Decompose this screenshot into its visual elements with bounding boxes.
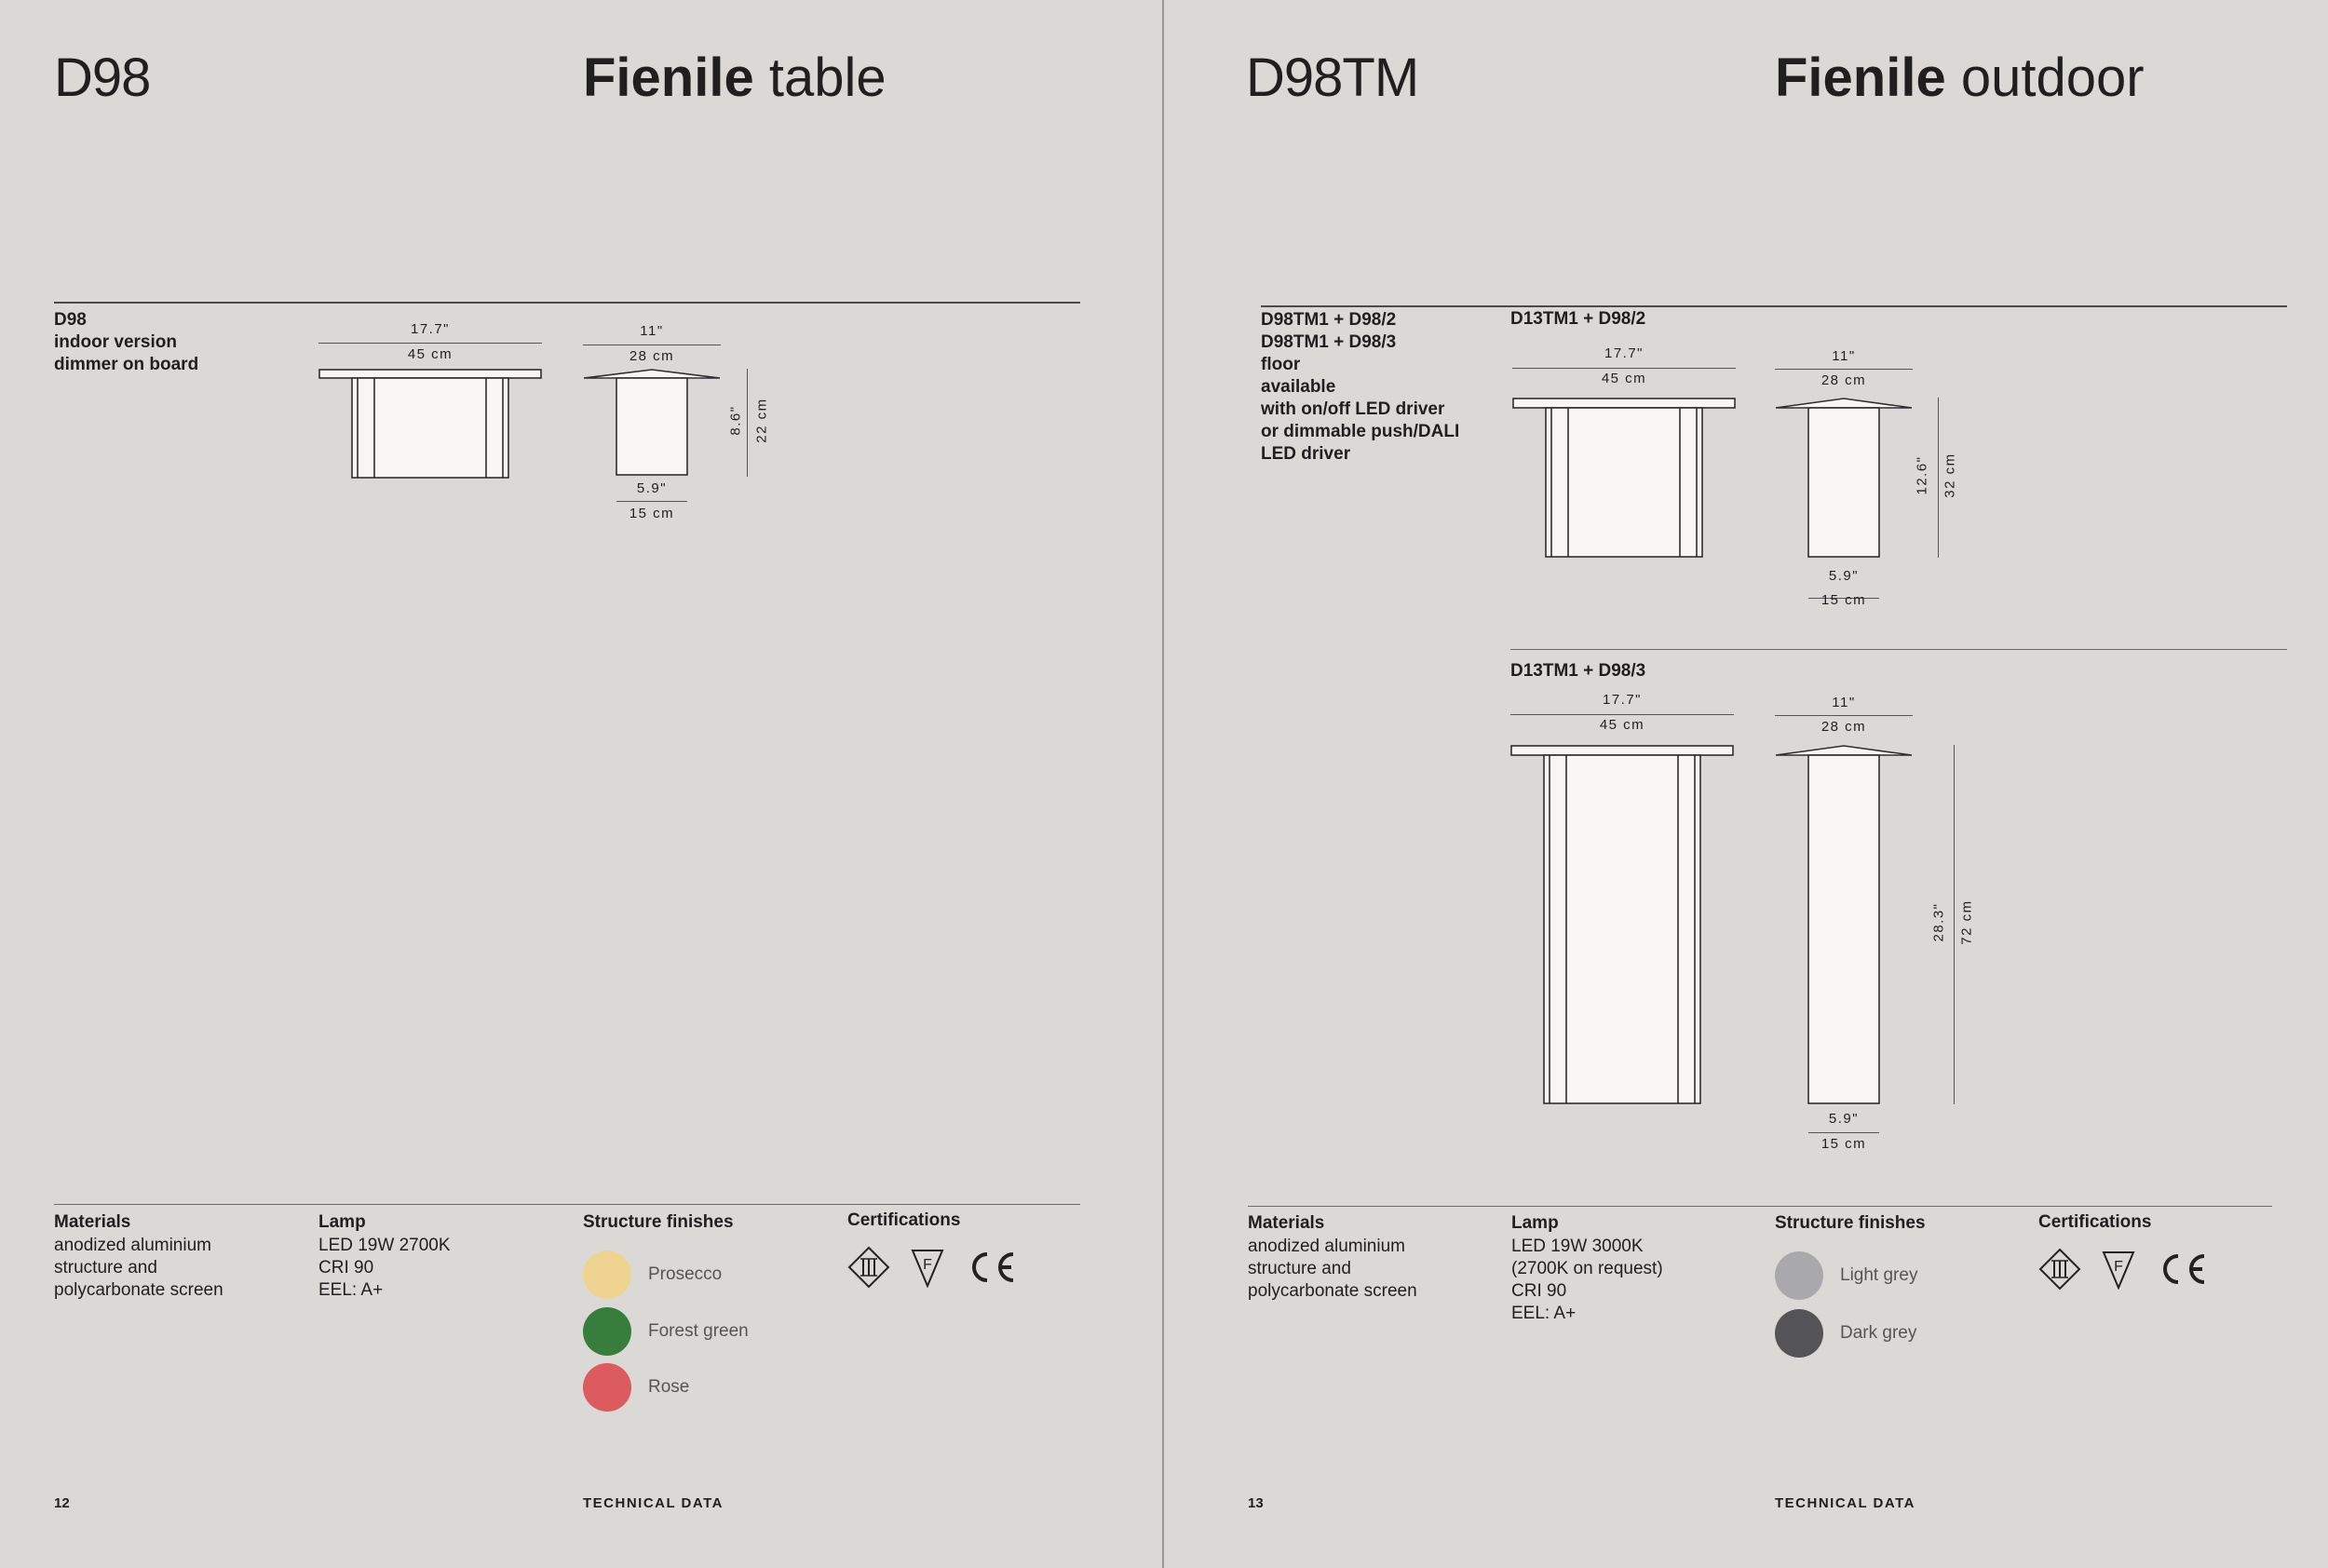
product-code: D98TM (1246, 47, 1419, 108)
f-mark-icon (2102, 1249, 2135, 1290)
class-iii-icon (2038, 1248, 2081, 1291)
finish-forest-green: Forest green (583, 1307, 749, 1356)
front-view-drawing (1512, 398, 1736, 560)
side-width-cm: 28 cm (629, 348, 675, 364)
drawing-divider (1510, 649, 2287, 650)
certifications-label: Certifications (847, 1210, 961, 1230)
color-swatch (1775, 1251, 1823, 1300)
base-width-cm: 15 cm (1820, 1136, 1867, 1152)
side-width-cm: 28 cm (1820, 719, 1867, 735)
side-view-drawing (1775, 745, 1913, 1106)
side-width-inches: 11" (1832, 695, 1856, 710)
color-swatch (583, 1363, 631, 1412)
finish-light-grey: Light grey (1775, 1251, 1917, 1300)
dimension-line (1510, 714, 1734, 715)
front-width-inches: 17.7" (410, 321, 451, 337)
spec-description (54, 309, 198, 376)
ce-mark-icon (2156, 1250, 2210, 1288)
page-number: 12 (54, 1495, 70, 1511)
finish-dark-grey: Dark grey (1775, 1309, 1916, 1358)
height-inches: 28.3" (1930, 902, 1947, 942)
materials-label: Materials (54, 1212, 131, 1232)
materials-text: anodized aluminium structure and polycarbonate screen (1248, 1237, 1417, 1301)
drawing-title: D13TM1 + D98/3 (1510, 661, 1646, 681)
front-view-drawing (1510, 745, 1734, 1106)
ce-mark-icon (965, 1249, 1019, 1286)
height-cm: 72 cm (1958, 899, 1975, 945)
finishes-label: Structure finishes (583, 1212, 734, 1232)
base-width-inches: 5.9" (636, 480, 668, 496)
materials-label: Materials (1248, 1213, 1325, 1233)
product-code: D98 (54, 47, 151, 108)
dimension-line (1775, 715, 1913, 716)
lamp-label: Lamp (1511, 1213, 1559, 1233)
side-width-cm: 28 cm (1820, 372, 1867, 388)
svg-text:F: F (923, 1257, 932, 1273)
lamp-label: Lamp (318, 1212, 366, 1232)
f-mark-icon (911, 1247, 944, 1288)
spec-description: D98TM1 + D98/2 D98TM1 + D98/3 floor available with on/off LED driver or dimmable push/DALI LED driver (1261, 310, 1460, 464)
front-width-cm: 45 cm (407, 346, 453, 362)
front-width-cm: 45 cm (1601, 371, 1647, 386)
product-title: Fienile table (583, 47, 887, 108)
side-width-inches: 11" (640, 323, 664, 339)
dimension-line (616, 501, 687, 502)
height-inches: 8.6" (727, 405, 744, 436)
section-divider (54, 302, 1080, 304)
dimension-line (1808, 1132, 1879, 1133)
base-width-cm: 15 cm (1820, 592, 1867, 608)
footer-label: TECHNICAL DATA (583, 1495, 724, 1511)
height-inches: 12.6" (1914, 455, 1930, 495)
base-width-inches: 5.9" (1828, 568, 1860, 584)
height-cm: 22 cm (753, 398, 770, 443)
finish-rose: Rose (583, 1363, 689, 1412)
side-view-drawing (583, 369, 721, 479)
height-dimension-line (1938, 398, 1939, 558)
front-width-inches: 17.7" (1602, 692, 1643, 708)
right-page (1164, 0, 2328, 1568)
base-width-cm: 15 cm (629, 506, 675, 521)
materials-text: anodized aluminium structure and polycarbonate screen (54, 1236, 223, 1300)
certifications-label: Certifications (2038, 1212, 2152, 1232)
color-swatch (583, 1307, 631, 1356)
section-divider (1261, 305, 2287, 307)
lamp-text: LED 19W 2700K CRI 90 EEL: A+ (318, 1236, 451, 1300)
front-width-inches: 17.7" (1604, 345, 1644, 361)
color-swatch (583, 1250, 631, 1299)
page-number: 13 (1248, 1495, 1264, 1511)
spec-line: indoor version (54, 332, 177, 352)
base-width-inches: 5.9" (1828, 1111, 1860, 1127)
svg-text:F: F (2114, 1259, 2123, 1275)
finish-prosecco: Prosecco (583, 1250, 722, 1299)
spec-line: dimmer on board (54, 355, 199, 374)
height-cm: 32 cm (1942, 453, 1958, 498)
dimension-line (1512, 368, 1736, 369)
specs-divider (54, 1204, 1080, 1205)
specs-divider (1248, 1206, 2272, 1207)
dimension-line (1775, 369, 1913, 370)
certification-icons (2038, 1248, 2210, 1291)
lamp-text: LED 19W 3000K (2700K on request) CRI 90 EEL: A+ (1511, 1237, 1663, 1323)
product-title: Fienile outdoor (1775, 47, 2145, 108)
height-dimension-line (1954, 745, 1955, 1104)
dimension-line (318, 343, 542, 344)
side-view-drawing (1775, 398, 1913, 560)
front-view-drawing (318, 369, 542, 480)
height-dimension-line (747, 369, 748, 477)
certification-icons (847, 1246, 1019, 1289)
side-width-inches: 11" (1832, 348, 1856, 364)
drawing-title: D13TM1 + D98/2 (1510, 309, 1646, 329)
footer-label: TECHNICAL DATA (1775, 1495, 1915, 1511)
front-width-cm: 45 cm (1599, 717, 1645, 733)
color-swatch (1775, 1309, 1823, 1358)
spec-line: D98 (54, 310, 87, 330)
class-iii-icon (847, 1246, 890, 1289)
finishes-label: Structure finishes (1775, 1213, 1926, 1233)
